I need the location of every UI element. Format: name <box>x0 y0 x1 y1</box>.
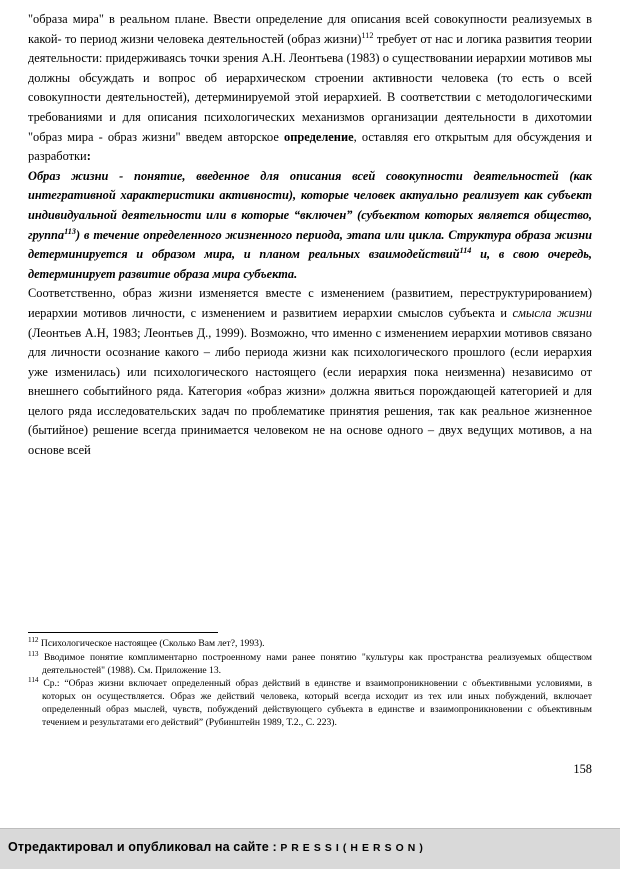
footnote-ref-113: 113 <box>64 226 76 236</box>
paragraph-3: Соответственно, образ жизни изменяется вместе с изменением (развитием, переструктурированием) иерархии мотивов личности, с изменением и развитием иерархии смыслов субъекта и смысла жизни (Леонтьев А.Н, 1983; Леонтьев Д., 1999). Возможно, что именно с изменением иерархии мотивов связано для личности осознание какого – либо периода жизни как психологического прошлого (если иерархия уже изменилась) или психологического настоящего (если иерархия пока неизменна) независимо от внешнего событийного ряда. Категория «образ жизни» должна явиться порождающей категорией и для целого ряда исследовательских задач по проблематике принятия решения, так как реальное жизненное (бытийное) решение всегда принимается человеком не на основе одного – двух ведущих мотивов, а на основе всей <box>28 286 593 458</box>
footnote-ref-114: 114 <box>459 246 472 255</box>
footnote-marker-114: 114 <box>28 676 39 685</box>
footnote-112 <box>28 635 592 651</box>
page-body <box>28 10 592 461</box>
footnote-113-text: Вводимое понятие комплиментарно построенному нами ранее понятию "культуры как пространства реализуемых обществом деятельностей" (1988). См. Приложение 13. <box>42 651 592 676</box>
colon-mark: : <box>86 149 91 164</box>
footer-credit <box>8 840 423 854</box>
site-footer-band <box>0 828 620 869</box>
term-opredelenie: определение <box>284 129 354 144</box>
page-number: 158 <box>573 762 592 776</box>
footnote-113 <box>28 649 592 678</box>
footnote-area <box>28 635 592 730</box>
paragraph-1: "образа мира" в реальном плане. Ввести определение для описания всей совокупности реализуемых в какой- то период жизни человека деятельностей (образ жизни)$^{112}$ требует от нас и логика развития теории деятельности: придерживаясь точки зрения А.Н. Леонтьева (1983) о существовании иерархии мотивов мы должны обсуждать и вопрос об иерархическом строении активности человека (то есть о всей совокупности деятельностей), детерминируемой этой иерархией. В соответствии с методологическими требованиями и для описания психологических механизмов организации деятельности в дихотомии "образ мира - образ жизни" введем авторское определение, оставляя его открытым для обсуждения и разработки: <box>28 12 592 164</box>
footnote-separator <box>28 632 218 633</box>
footer-brand: P R E S S I ( H E R S O N ) <box>280 843 424 854</box>
footer-credit-text: Отредактировал и опубликовал на сайте : <box>8 840 277 854</box>
footnote-114 <box>28 678 592 729</box>
footnote-marker-112: 112 <box>28 635 39 644</box>
footnote-112-text: Психологическое настоящее (Сколько Вам лет?, 1993). <box>40 638 265 649</box>
footnote-ref-112: 112 <box>361 30 374 40</box>
footnote-114-text: Ср.: “Образ жизни включает определенный образ действий в единстве и взаимопроникновении с объективными условиями, в которых он осуществляется. Образ же действий человека, который всегда исходит из тех или иных побуждений, включает определенный образ мыслей, чувств, побуждений действующего субъекта в единстве и взаимопроникновении с объективным течением и результатами его действий” (Рубинштейн 1989, Т.2., С. 223). <box>42 678 592 728</box>
footnote-marker-113: 113 <box>28 649 39 658</box>
term-smysla-zhizni: смысла жизни <box>512 305 593 320</box>
paragraph-2-definition: Образ жизни - понятие, введенное для описания всей совокупности деятельностей (как интегративной характеристики активности), которые человек актуально реализует как субъект индивидуальной деятельности или в которые “включен” (субъектом которых является общество, группа$^{113}$) в течение определенного жизненного периода, этапа или цикла. Структура образа жизни детерминируется и образом мира, и планом реальных взаимодействий$^{114}$ и, в свою очередь, детерминирует развитие образа мира субъекта. <box>28 168 592 281</box>
